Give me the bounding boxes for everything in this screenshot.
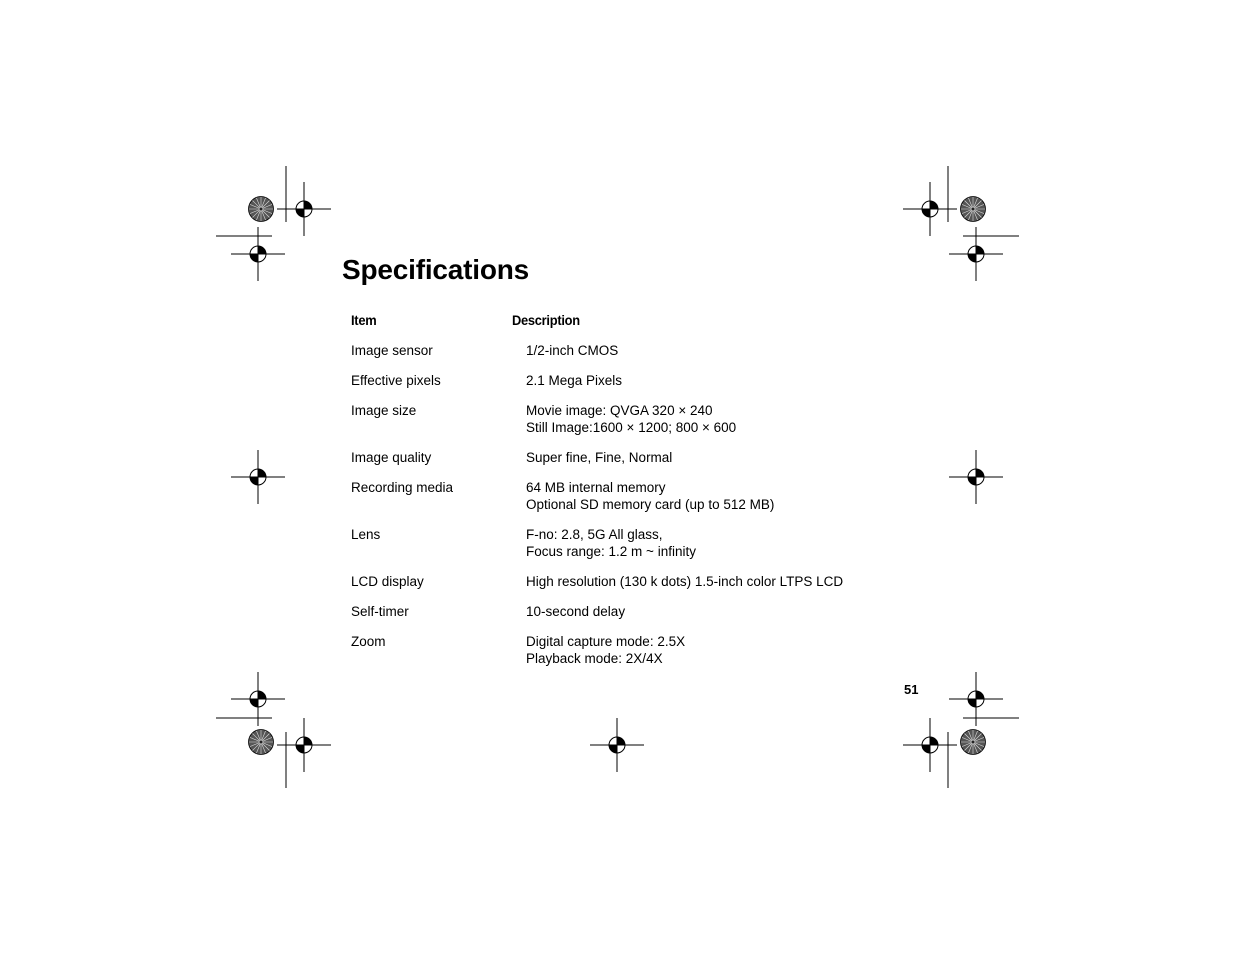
page-number: 51 bbox=[904, 682, 919, 697]
registration-mark-icon bbox=[231, 450, 285, 504]
spec-description-line: 1/2-inch CMOS bbox=[526, 343, 619, 358]
registration-mark-icon bbox=[590, 718, 644, 772]
spec-description-line: Digital capture mode: 2.5X bbox=[526, 634, 686, 649]
table-row bbox=[351, 479, 911, 513]
spec-description bbox=[526, 573, 911, 590]
spec-description bbox=[526, 449, 911, 466]
spec-item-label: Image sensor bbox=[351, 343, 433, 358]
specifications-table bbox=[351, 312, 911, 680]
star-target-icon bbox=[961, 197, 986, 222]
table-row bbox=[351, 526, 911, 560]
spec-item-label: Image size bbox=[351, 403, 417, 418]
registration-mark-icon bbox=[903, 182, 957, 236]
spec-description-line: F-no: 2.8, 5G All glass, bbox=[526, 527, 663, 542]
spec-description-line: High resolution (130 k dots) 1.5-inch color LTPS LCD bbox=[526, 574, 844, 589]
table-body bbox=[351, 342, 911, 667]
spec-description-line: Movie image: QVGA 320 × 240 bbox=[526, 403, 713, 418]
spec-description-line: Super fine, Fine, Normal bbox=[526, 450, 673, 465]
star-target-icon bbox=[961, 730, 986, 755]
registration-mark-icon bbox=[949, 450, 1003, 504]
table-row bbox=[351, 342, 911, 359]
spec-description bbox=[526, 603, 911, 620]
spec-description-line: Focus range: 1.2 m ~ infinity bbox=[526, 544, 696, 559]
star-target-icon bbox=[249, 730, 274, 755]
spec-description-line: 2.1 Mega Pixels bbox=[526, 373, 623, 388]
description-column-header: Description bbox=[512, 312, 580, 328]
table-row bbox=[351, 633, 911, 667]
registration-mark-icon bbox=[277, 182, 331, 236]
spec-description bbox=[526, 402, 911, 436]
table-row bbox=[351, 402, 911, 436]
table-row bbox=[351, 449, 911, 466]
registration-mark-icon bbox=[903, 718, 957, 772]
spec-description-line: Still Image:1600 × 1200; 800 × 600 bbox=[526, 420, 737, 435]
spec-description bbox=[526, 479, 911, 513]
spec-item-label: Image quality bbox=[351, 450, 432, 465]
registration-mark-icon bbox=[949, 227, 1003, 281]
spec-item-label: Lens bbox=[351, 527, 381, 542]
page-title: Specifications bbox=[342, 254, 530, 285]
spec-description bbox=[526, 372, 911, 389]
spec-description-line: 64 MB internal memory bbox=[526, 480, 666, 495]
spec-description-line: Playback mode: 2X/4X bbox=[526, 651, 663, 666]
spec-item-label: Recording media bbox=[351, 480, 454, 495]
registration-mark-icon bbox=[277, 718, 331, 772]
table-row bbox=[351, 603, 911, 620]
spec-item-label: Zoom bbox=[351, 634, 386, 649]
item-column-header: Item bbox=[351, 312, 377, 328]
spec-description-line: Optional SD memory card (up to 512 MB) bbox=[526, 497, 775, 512]
spec-item-label: LCD display bbox=[351, 574, 424, 589]
spec-description-line: 10-second delay bbox=[526, 604, 626, 619]
registration-mark-icon bbox=[231, 227, 285, 281]
table-row bbox=[351, 372, 911, 389]
spec-description bbox=[526, 526, 911, 560]
table-header bbox=[351, 312, 866, 329]
spec-description bbox=[526, 342, 911, 359]
star-target-icon bbox=[249, 197, 274, 222]
table-row bbox=[351, 573, 911, 590]
spec-item-label: Effective pixels bbox=[351, 373, 441, 388]
spec-item-label: Self-timer bbox=[351, 604, 409, 619]
spec-description bbox=[526, 633, 911, 667]
